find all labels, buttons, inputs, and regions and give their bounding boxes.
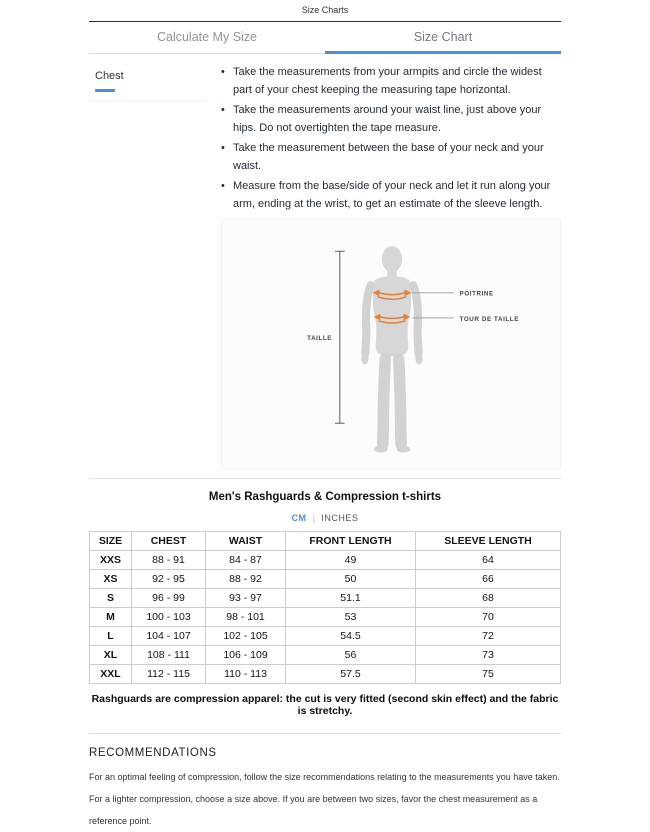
unit-toggle	[89, 513, 561, 523]
table-row	[90, 570, 561, 589]
mannequin-silhouette	[361, 246, 422, 453]
mannequin-diagram	[222, 220, 560, 468]
compression-note: Rashguards are compression apparel: the cut is very fitted (second skin effect) and the fabric is stretchy.	[91, 693, 559, 717]
cell-size: XL	[90, 646, 132, 665]
recommendations-divider	[89, 733, 561, 734]
cell-waist: 84 - 87	[206, 551, 286, 570]
active-indicator	[95, 89, 115, 92]
instruction-item: • Take the measurement between the base of your neck and your waist.	[221, 140, 561, 175]
cell-front-length: 49	[286, 551, 416, 570]
cell-waist: 106 - 109	[206, 646, 286, 665]
cell-size: XXS	[90, 551, 132, 570]
size-table	[89, 531, 561, 684]
cell-size: S	[90, 589, 132, 608]
table-row	[90, 589, 561, 608]
unit-cm-button[interactable]: CM	[291, 513, 307, 523]
table-row	[90, 627, 561, 646]
chest-label: POITRINE	[459, 290, 494, 298]
cell-sleeve-length: 64	[416, 551, 561, 570]
table-row	[90, 551, 561, 570]
height-label: TAILLE	[307, 335, 333, 343]
table-row	[90, 646, 561, 665]
cell-size: XXL	[90, 665, 132, 684]
table-row	[90, 608, 561, 627]
cell-chest: 100 - 103	[132, 608, 206, 627]
column-header-chest: CHEST	[132, 532, 206, 551]
cell-chest: 108 - 111	[132, 646, 206, 665]
cell-sleeve-length: 73	[416, 646, 561, 665]
cell-waist: 102 - 105	[206, 627, 286, 646]
instruction-item: • Take the measurements around your waist line, just above your hips. Do not overtighten the tape measure.	[221, 102, 561, 137]
table-header-row	[90, 532, 561, 551]
column-header-sleeve-length: SLEEVE LENGTH	[416, 532, 561, 551]
table-section-divider	[89, 478, 561, 479]
measurement-instructions	[221, 64, 561, 213]
cell-front-length: 50	[286, 570, 416, 589]
column-header-size: SIZE	[90, 532, 132, 551]
cell-waist: 98 - 101	[206, 608, 286, 627]
cell-sleeve-length: 75	[416, 665, 561, 684]
cell-size: XS	[90, 570, 132, 589]
recommendations-body: For an optimal feeling of compression, follow the size recommendations relating to the measurements you have taken. For a lighter compression, choose a size above. If you are between two sizes, favor the chest measurement as a reference point.	[89, 772, 560, 826]
sidebar-item-label: Chest	[95, 70, 124, 82]
table-title: Men's Rashguards & Compression t-shirts	[208, 491, 442, 503]
column-header-waist: WAIST	[206, 532, 286, 551]
recommendations-heading: RECOMMENDATIONS	[89, 747, 217, 759]
cell-chest: 92 - 95	[132, 570, 206, 589]
cell-front-length: 51.1	[286, 589, 416, 608]
cell-chest: 88 - 91	[132, 551, 206, 570]
cell-chest: 96 - 99	[132, 589, 206, 608]
table-row	[90, 665, 561, 684]
page-title: Size Charts	[301, 5, 349, 15]
cell-waist: 110 - 113	[206, 665, 286, 684]
size-guide-figure	[221, 219, 561, 469]
cell-sleeve-length: 70	[416, 608, 561, 627]
cell-size: M	[90, 608, 132, 627]
tab-bar	[89, 22, 561, 54]
cell-front-length: 54.5	[286, 627, 416, 646]
unit-separator: |	[312, 513, 316, 523]
size-chart-modal	[89, 21, 561, 832]
cell-sleeve-length: 72	[416, 627, 561, 646]
cell-waist: 93 - 97	[206, 589, 286, 608]
cell-size: L	[90, 627, 132, 646]
waist-label: TOUR DE TAILLE	[459, 315, 519, 323]
cell-front-length: 57.5	[286, 665, 416, 684]
cell-chest: 112 - 115	[132, 665, 206, 684]
main-panel	[207, 54, 561, 469]
tab-calculate-my-size[interactable]: Calculate My Size	[156, 30, 258, 44]
tab-size-chart[interactable]: Size Chart	[325, 22, 561, 54]
instruction-item: • Take the measurements from your armpits and circle the widest part of your chest keeping the measuring tape horizontal.	[221, 64, 561, 99]
column-header-front-length: FRONT LENGTH	[286, 532, 416, 551]
size-charts-page	[89, 0, 561, 832]
sidebar-item-chest[interactable]	[89, 54, 207, 101]
cell-sleeve-length: 66	[416, 570, 561, 589]
cell-waist: 88 - 92	[206, 570, 286, 589]
instruction-item: • Measure from the base/side of your neck and let it run along your arm, ending at the wrist, to get an estimate of the sleeve length.	[221, 178, 561, 213]
cell-front-length: 56	[286, 646, 416, 665]
unit-inches-button[interactable]: INCHES	[321, 513, 359, 523]
height-measure-line	[335, 251, 345, 423]
content-row	[89, 54, 561, 469]
cell-chest: 104 - 107	[132, 627, 206, 646]
cell-front-length: 53	[286, 608, 416, 627]
cell-sleeve-length: 68	[416, 589, 561, 608]
sidebar	[89, 54, 207, 469]
